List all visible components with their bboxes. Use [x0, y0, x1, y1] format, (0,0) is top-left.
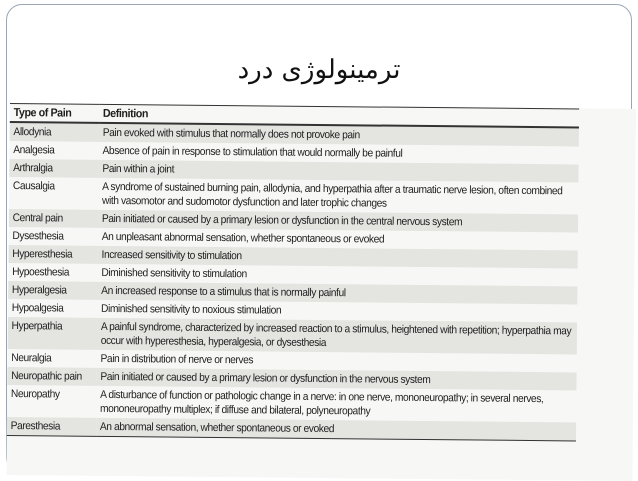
definition-cell: A painful syndrome, characterized by increased reaction to a stimulus, heightened with repetition; hyperpathia may occur with hyperesthesia, hyperalgesia, or dysesthesia: [97, 318, 577, 355]
definition-cell: A syndrome of sustained burning pain, allodynia, and hyperpathia after a traumatic nerve lesion, often combined with vasomotor and sudomotor dysfunction and later trophic changes: [102, 180, 563, 210]
term-cell: Paresthesia: [7, 417, 96, 436]
term-cell: Neuropathic pain: [7, 367, 96, 386]
term-cell: Arthralgia: [9, 159, 98, 178]
definition-cell: An unpleasant abnormal sensation, whether spontaneous or evoked: [101, 230, 385, 246]
column-header-type: Type of Pain: [10, 103, 99, 122]
definition-cell: Increased sensitivity to stimulation: [98, 246, 578, 269]
definition-cell: Pain initiated or caused by a primary lesion or dysfunction in the central nervous system: [98, 210, 578, 233]
term-cell: Hyperalgesia: [8, 281, 97, 300]
term-cell: Hypoesthesia: [12, 266, 70, 279]
term-cell: Neuropathy: [10, 388, 60, 401]
definition-cell: Pain within a joint: [99, 160, 579, 183]
definition-cell: An increased response to a stimulus that is normally painful: [97, 282, 577, 305]
term-cell: Central pain: [9, 209, 98, 228]
term-cell: Dysesthesia: [12, 230, 64, 243]
term-cell: Analgesia: [13, 144, 55, 157]
definition-cell: Pain in distribution of nerve or nerves: [100, 352, 254, 367]
term-cell: Hyperesthesia: [8, 245, 97, 264]
definition-cell: A disturbance of function or pathologic change in a nerve: in one nerve, mononeuropathy; in several nerves, mononeuropathy multiplex; if diffuse and bilateral, polyneuropathy: [100, 388, 544, 418]
slide-title: ترمینولوژی درد: [237, 55, 401, 85]
definition-cell: Absence of pain in response to stimulation that would normally be painful: [102, 144, 403, 160]
term-cell: Hypoalgesia: [11, 302, 64, 315]
definition-cell: An abnormal sensation, whether spontaneous or evoked: [96, 418, 576, 441]
term-cell: Hyperpathia: [8, 317, 98, 350]
scanned-table-image: [6, 103, 636, 481]
term-cell: Causalgia: [12, 180, 55, 193]
definition-cell: Pain initiated or caused by a primary lesion or dysfunction in the nervous system: [97, 368, 577, 391]
definition-cell: Diminished sensitivity to stimulation: [101, 266, 247, 281]
definition-cell: Pain evoked with stimulus that normally does not provoke pain: [99, 123, 579, 147]
definition-cell: Diminished sensitivity to noxious stimulation: [100, 302, 282, 317]
term-cell: Neuralgia: [11, 352, 52, 365]
term-cell: Allodynia: [10, 122, 99, 142]
column-header-definition: Definition: [99, 104, 579, 127]
pain-terminology-table: [7, 103, 579, 441]
